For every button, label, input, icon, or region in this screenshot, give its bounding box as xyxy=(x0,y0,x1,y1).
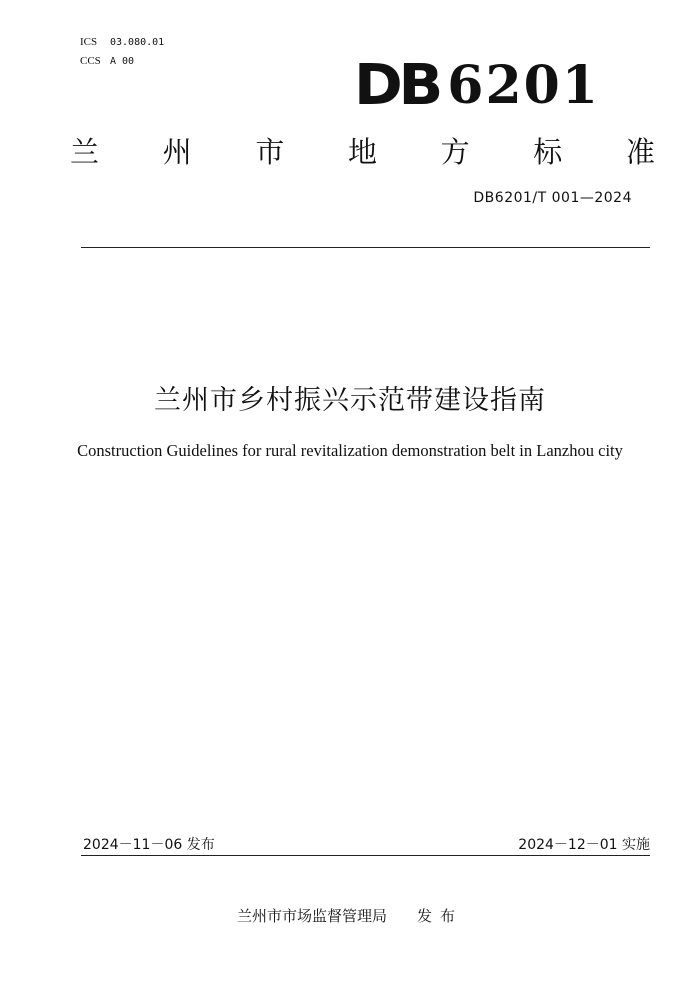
logo-prefix: DB xyxy=(354,53,440,118)
standard-type-char: 州 xyxy=(162,135,192,169)
implementation-date: 2024－12－01 实施 xyxy=(518,837,650,853)
ccs-value: A 00 xyxy=(110,56,135,67)
release-date: 2024－11－06 发布 xyxy=(83,837,215,853)
publisher-action: 发布 xyxy=(417,907,464,925)
bottom-divider xyxy=(81,855,650,856)
standard-type-char: 标 xyxy=(533,135,563,169)
standard-type-char: 方 xyxy=(440,135,470,169)
ics-value: 03.080.01 xyxy=(110,37,165,48)
ics-label: ICS xyxy=(80,36,98,48)
ics-row xyxy=(80,33,164,52)
classification-codes xyxy=(80,33,164,71)
publisher-line xyxy=(0,905,700,926)
db-logo xyxy=(354,53,600,118)
publisher-name: 兰州市市场监督管理局 xyxy=(236,907,387,925)
document-subtitle-english: Construction Guidelines for rural revitalization demonstration belt in Lanzhou city xyxy=(77,441,623,460)
standard-type-char: 市 xyxy=(255,135,285,169)
standard-type-char: 兰 xyxy=(70,135,100,169)
standard-type-char: 准 xyxy=(625,135,655,169)
standard-number: DB6201/T 001—2024 xyxy=(473,190,632,206)
ccs-label: CCS xyxy=(80,55,101,67)
ccs-row xyxy=(80,52,164,71)
standard-type-heading xyxy=(70,132,655,172)
standard-type-char: 地 xyxy=(347,135,377,169)
document-title: 兰州市乡村振兴示范带建设指南 xyxy=(154,385,546,416)
top-divider xyxy=(81,247,650,248)
logo-number: 6201 xyxy=(447,55,600,116)
